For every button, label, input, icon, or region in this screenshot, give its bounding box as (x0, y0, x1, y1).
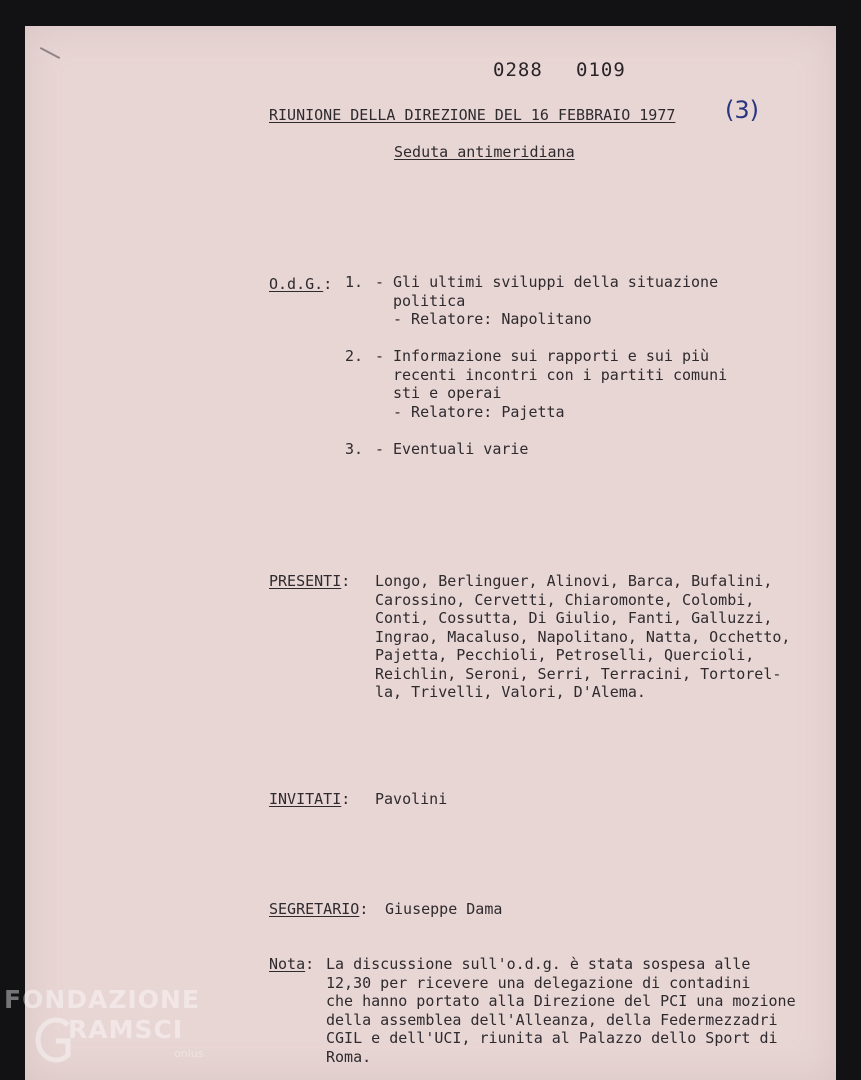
agenda-item-text: Gli ultimi sviluppi della situazione (393, 273, 719, 291)
agenda-item-number: 2. (345, 347, 364, 365)
presenti-line: Ingrao, Macaluso, Napolitano, Natta, Occhetto, (375, 627, 791, 646)
segretario-value: Giuseppe Dama (385, 900, 503, 918)
watermark-suffix: onlus (174, 1047, 204, 1060)
agenda-item-text: recenti incontri con i partiti comuni (393, 365, 728, 384)
presenti-line: Longo, Berlinguer, Alinovi, Barca, Bufalini, (375, 572, 773, 590)
agenda-item-number: 3. (345, 440, 364, 458)
presenti-line: Carossino, Cervetti, Chiaromonte, Colombi, (375, 590, 755, 609)
fondazione-gramsci-watermark (4, 985, 224, 1075)
archive-code-part1: 0288 (493, 59, 543, 81)
watermark-line1: FONDAZIONE (4, 985, 201, 1014)
pen-mark (40, 47, 60, 59)
agenda-item-text: Eventuali varie (393, 440, 529, 458)
presenti-label: PRESENTI: (269, 572, 351, 590)
presenti-line: Conti, Cossutta, Di Giulio, Fanti, Galluzzi, (375, 609, 773, 627)
agenda-item-speaker: - Relatore: Napolitano (393, 310, 592, 328)
nota-line: Roma. (326, 1047, 372, 1066)
archive-code-part2: 0109 (576, 59, 626, 81)
agenda-item-text: politica (393, 291, 466, 310)
presenti-line: Pajetta, Pecchioli, Petroselli, Quercioli, (375, 646, 755, 664)
presenti-line: la, Trivelli, Valori, D'Alema. (375, 683, 646, 701)
agenda-item-text: sti e operai (393, 384, 502, 402)
watermark-line2: RAMSCI (68, 1015, 184, 1044)
agenda-label: O.d.G.: (269, 275, 333, 293)
nota-line: 12,30 per ricevere una delegazione di contadini (326, 973, 751, 992)
agenda-item-text: Informazione sui rapporti e sui più (393, 347, 710, 365)
document-page (25, 26, 836, 1080)
document-subtitle: Seduta antimeridiana (394, 143, 575, 161)
invitati-value: Pavolini (375, 790, 448, 808)
handwritten-page-number: (3) (725, 96, 759, 124)
agenda-dash: - (375, 347, 385, 365)
agenda-dash: - (375, 440, 385, 458)
agenda-item-speaker: - Relatore: Pajetta (393, 402, 565, 421)
nota-line: della assemblea dell'Alleanza, della Federmezzadri (326, 1010, 778, 1029)
presenti-line: Reichlin, Seroni, Serri, Terracini, Tortorel- (375, 664, 782, 683)
agenda-item-number: 1. (345, 273, 364, 291)
nota-line: che hanno portato alla Direzione del PCI una mozione (326, 992, 796, 1010)
invitati-label: INVITATI: (269, 790, 351, 808)
agenda-dash: - (375, 273, 385, 291)
segretario-label: SEGRETARIO: (269, 900, 369, 918)
nota-line: La discussione sull'o.d.g. è stata sospesa alle (326, 955, 751, 973)
nota-label: Nota: (269, 955, 315, 973)
nota-line: CGIL e dell'UCI, riunita al Palazzo dello Sport di (326, 1029, 778, 1047)
document-title: RIUNIONE DELLA DIREZIONE DEL 16 FEBBRAIO 1977 (269, 106, 676, 124)
